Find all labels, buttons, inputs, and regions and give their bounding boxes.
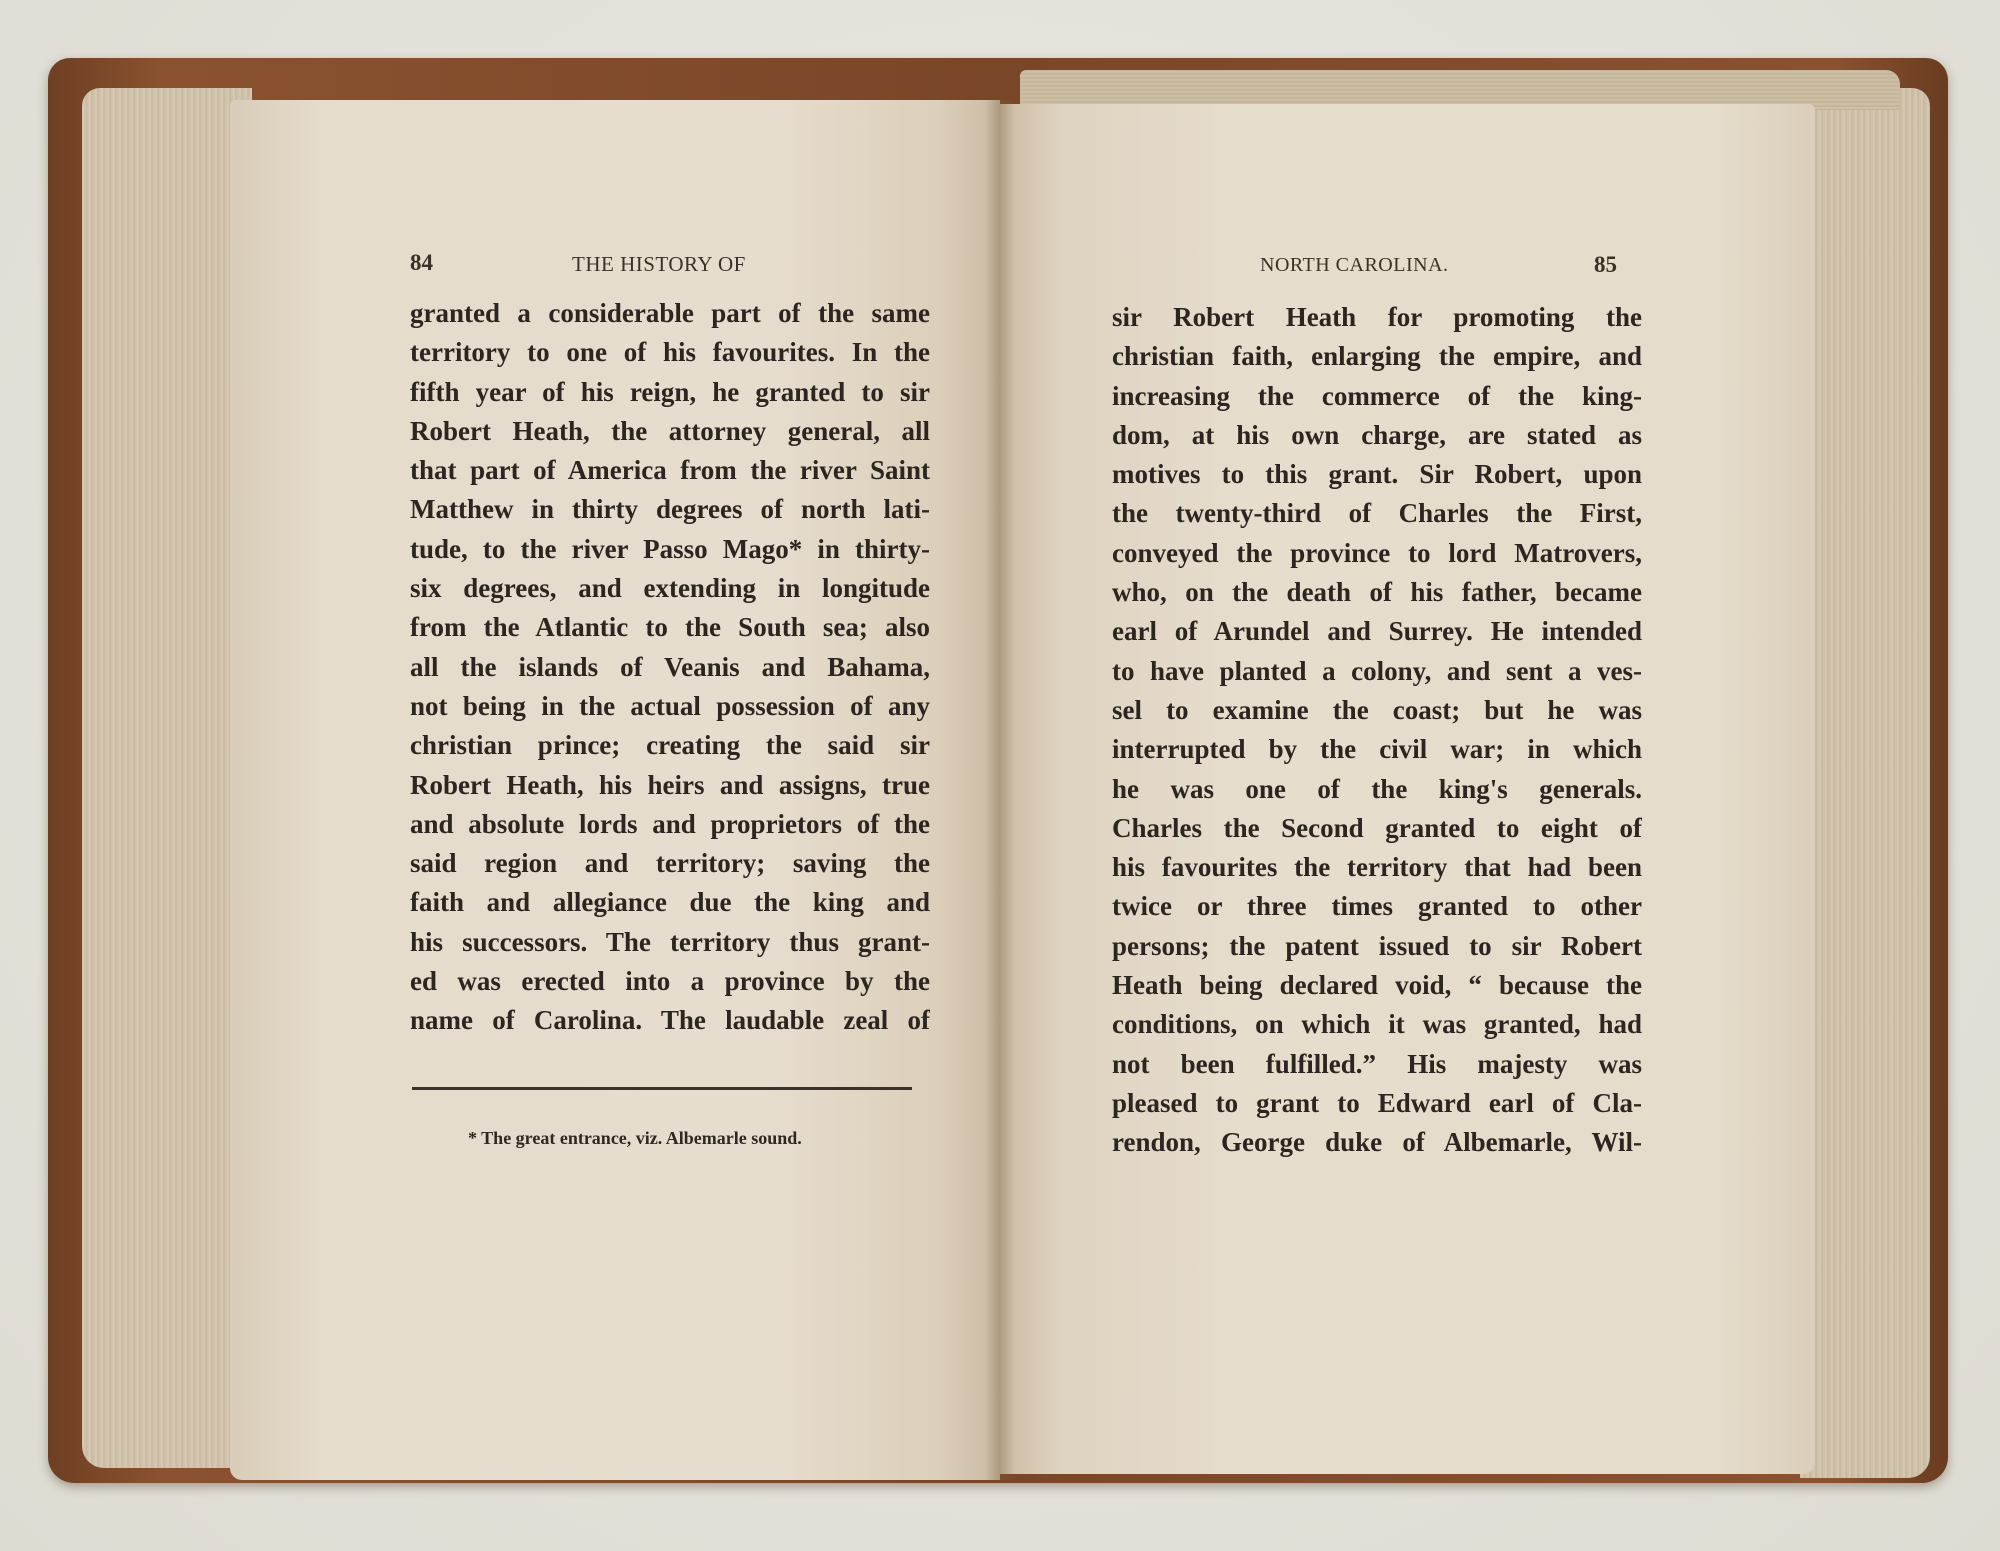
text-line: his favourites the territory that had been: [1112, 852, 1642, 883]
text-line: Charles the Second granted to eight of: [1112, 812, 1642, 843]
footnote: * The great entrance, viz. Albemarle sound.: [468, 1128, 802, 1148]
text-line: christian faith, enlarging the empire, and: [1112, 341, 1642, 372]
text-line: conveyed the province to lord Matrovers,: [1112, 537, 1642, 568]
text-line: territory to one of his favourites. In the: [410, 337, 930, 368]
text-line: pleased to grant to Edward earl of Cla-: [1112, 1087, 1642, 1118]
text-line: name of Carolina. The laudable zeal of: [410, 1005, 930, 1036]
text-line: sel to examine the coast; but he was: [1112, 694, 1642, 725]
text-line: faith and allegiance due the king and: [410, 887, 930, 918]
left-page-body: [410, 294, 930, 1041]
book-gutter: [985, 100, 1015, 1480]
left-running-head: THE HISTORY OF: [572, 252, 746, 276]
text-line: he was one of the king's generals.: [1112, 773, 1642, 804]
text-line: persons; the patent issued to sir Robert: [1112, 930, 1642, 961]
text-line: that part of America from the river Saint: [410, 455, 930, 486]
text-line: dom, at his own charge, are stated as: [1112, 419, 1642, 450]
text-line: ed was erected into a province by the: [410, 966, 930, 997]
text-line: sir Robert Heath for promoting the: [1112, 302, 1642, 332]
text-line: who, on the death of his father, became: [1112, 577, 1642, 608]
left-page-number: 84: [410, 250, 433, 275]
text-line: the twenty-third of Charles the First,: [1112, 498, 1642, 529]
text-line: christian prince; creating the said sir: [410, 730, 930, 761]
left-page-edges: [82, 88, 252, 1468]
text-line: interrupted by the civil war; in which: [1112, 734, 1642, 765]
text-line: from the Atlantic to the South sea; also: [410, 612, 930, 643]
text-line: tude, to the river Passo Mago* in thirty-: [410, 533, 930, 564]
text-line: all the islands of Veanis and Bahama,: [410, 651, 930, 682]
text-line: granted a considerable part of the same: [410, 298, 930, 328]
text-line: Matthew in thirty degrees of north lati-: [410, 494, 930, 525]
text-line: twice or three times granted to other: [1112, 891, 1642, 922]
text-line: said region and territory; saving the: [410, 848, 930, 879]
text-line: to have planted a colony, and sent a ves-: [1112, 655, 1642, 686]
text-line: increasing the commerce of the king-: [1112, 380, 1642, 411]
text-line: motives to this grant. Sir Robert, upon: [1112, 459, 1642, 490]
text-line: Robert Heath, his heirs and assigns, true: [410, 769, 930, 800]
right-running-head: NORTH CAROLINA.: [1260, 254, 1449, 276]
text-line: six degrees, and extending in longitude: [410, 573, 930, 604]
text-line: Heath being declared void, “ because the: [1112, 970, 1642, 1001]
text-line: rendon, George duke of Albemarle, Wil-: [1112, 1127, 1642, 1158]
text-line: conditions, on which it was granted, had: [1112, 1009, 1642, 1040]
text-line: fifth year of his reign, he granted to sir: [410, 376, 930, 407]
text-line: Robert Heath, the attorney general, all: [410, 415, 930, 446]
text-line: not been fulfilled.” His majesty was: [1112, 1048, 1642, 1079]
right-page-number: 85: [1594, 252, 1617, 277]
right-page-body: [1112, 298, 1642, 1163]
footnote-rule: [412, 1087, 912, 1090]
right-page-edges: [1800, 88, 1930, 1478]
text-line: not being in the actual possession of any: [410, 690, 930, 721]
text-line: his successors. The territory thus grant-: [410, 926, 930, 957]
text-line: earl of Arundel and Surrey. He intended: [1112, 616, 1642, 647]
text-line: and absolute lords and proprietors of the: [410, 808, 930, 839]
